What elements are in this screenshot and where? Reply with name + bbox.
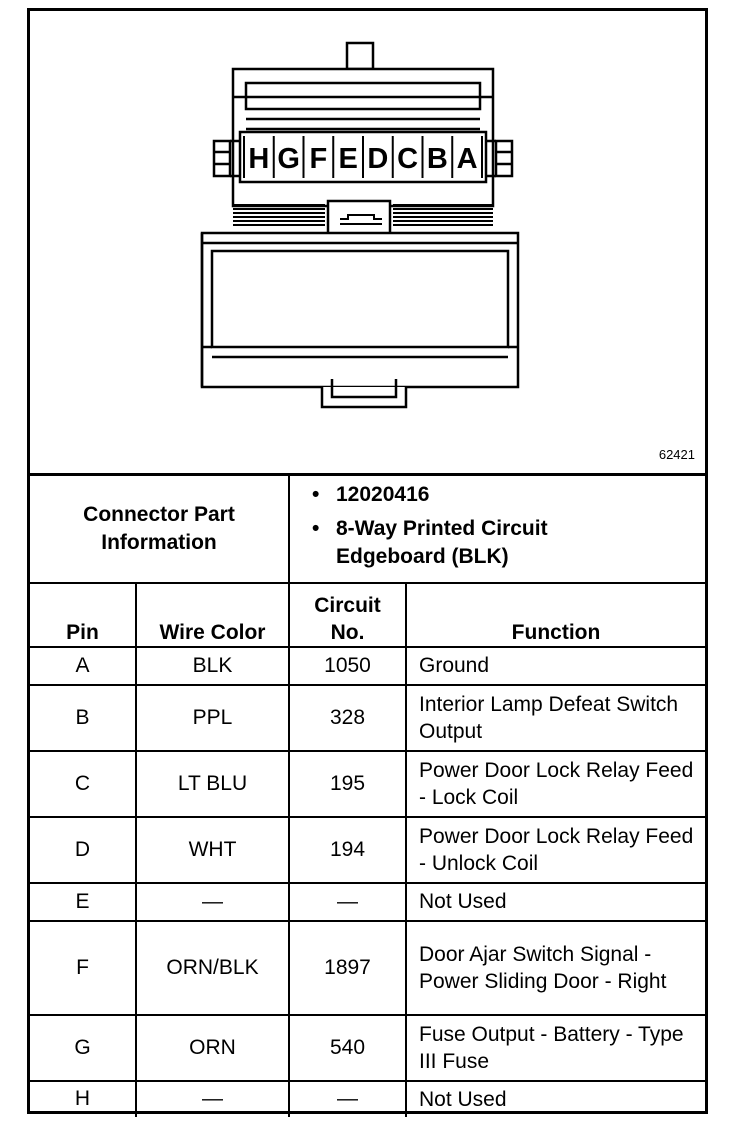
wire-color-cell: ORN — [136, 1015, 289, 1081]
function-cell: Power Door Lock Relay Feed - Lock Coil — [406, 751, 705, 817]
table-row — [30, 1015, 705, 1081]
function-cell: Ground — [406, 647, 705, 685]
pin-cell: D — [30, 817, 136, 883]
pin-cell: C — [30, 751, 136, 817]
part-info-list — [290, 481, 705, 571]
connector-illustration — [30, 11, 705, 473]
circuit-cell: 194 — [289, 817, 406, 883]
header-circuit-line2: No. — [330, 620, 365, 644]
header-wire-color: Wire Color — [136, 583, 289, 647]
part-description: • 8-Way Printed Circuit Edgeboard (BLK) — [336, 515, 606, 571]
part-number: • 12020416 — [336, 481, 705, 509]
pin-cell: E — [30, 883, 136, 921]
connector-pin-letter: B — [426, 143, 448, 175]
wire-color-cell: WHT — [136, 817, 289, 883]
table-row — [30, 647, 705, 685]
table-row — [30, 751, 705, 817]
circuit-cell: 195 — [289, 751, 406, 817]
function-cell: Not Used — [406, 1081, 705, 1117]
connector-pin-letter: E — [338, 143, 358, 175]
connector-lower-body — [202, 233, 518, 387]
connector-pin-letter: F — [309, 143, 328, 175]
function-cell: Door Ajar Switch Signal - Power Sliding Door - Right — [406, 921, 705, 1015]
table-row — [30, 921, 705, 1015]
connector-end-view-sheet — [27, 8, 708, 1114]
part-info-label-line2: Information — [101, 530, 217, 554]
wire-color-cell: BLK — [136, 647, 289, 685]
circuit-cell: 540 — [289, 1015, 406, 1081]
connector-pin-letter: G — [277, 143, 300, 175]
part-info-label-line1: Connector Part — [83, 502, 235, 526]
wire-color-cell: — — [136, 1081, 289, 1117]
circuit-cell: — — [289, 883, 406, 921]
table-row — [30, 817, 705, 883]
connector-pin-letter: D — [367, 143, 389, 175]
pin-cell: G — [30, 1015, 136, 1081]
circuit-cell: 1050 — [289, 647, 406, 685]
connector-pin-letter: A — [456, 143, 478, 175]
wire-color-cell: ORN/BLK — [136, 921, 289, 1015]
connector-left-tab — [214, 141, 230, 176]
connector-diagram-area — [30, 11, 705, 473]
table-row — [30, 685, 705, 751]
figure-id: 62421 — [658, 447, 695, 462]
pinout-table — [30, 473, 705, 1117]
circuit-cell: 1897 — [289, 921, 406, 1015]
connector-top-latch — [347, 43, 373, 69]
table-row — [30, 1081, 705, 1117]
header-function: Function — [406, 583, 705, 647]
wire-color-cell: PPL — [136, 685, 289, 751]
function-cell: Fuse Output - Battery - Type III Fuse — [406, 1015, 705, 1081]
wire-color-cell: LT BLU — [136, 751, 289, 817]
connector-right-tab — [496, 141, 512, 176]
function-cell: Not Used — [406, 883, 705, 921]
connector-pin-letter: H — [248, 143, 270, 175]
part-info-values — [289, 475, 705, 583]
table-row — [30, 883, 705, 921]
header-circuit-line1: Circuit — [314, 593, 381, 617]
part-info-row — [30, 475, 705, 583]
header-pin: Pin — [30, 583, 136, 647]
header-circuit — [289, 583, 406, 647]
part-info-label — [30, 475, 289, 583]
pin-cell: F — [30, 921, 136, 1015]
function-cell: Power Door Lock Relay Feed - Unlock Coil — [406, 817, 705, 883]
function-cell: Interior Lamp Defeat Switch Output — [406, 685, 705, 751]
pin-cell: H — [30, 1081, 136, 1117]
circuit-cell: — — [289, 1081, 406, 1117]
pin-cell: B — [30, 685, 136, 751]
pin-cell: A — [30, 647, 136, 685]
wire-color-cell: — — [136, 883, 289, 921]
connector-pin-letter: C — [397, 143, 419, 175]
circuit-cell: 328 — [289, 685, 406, 751]
column-header-row — [30, 583, 705, 647]
